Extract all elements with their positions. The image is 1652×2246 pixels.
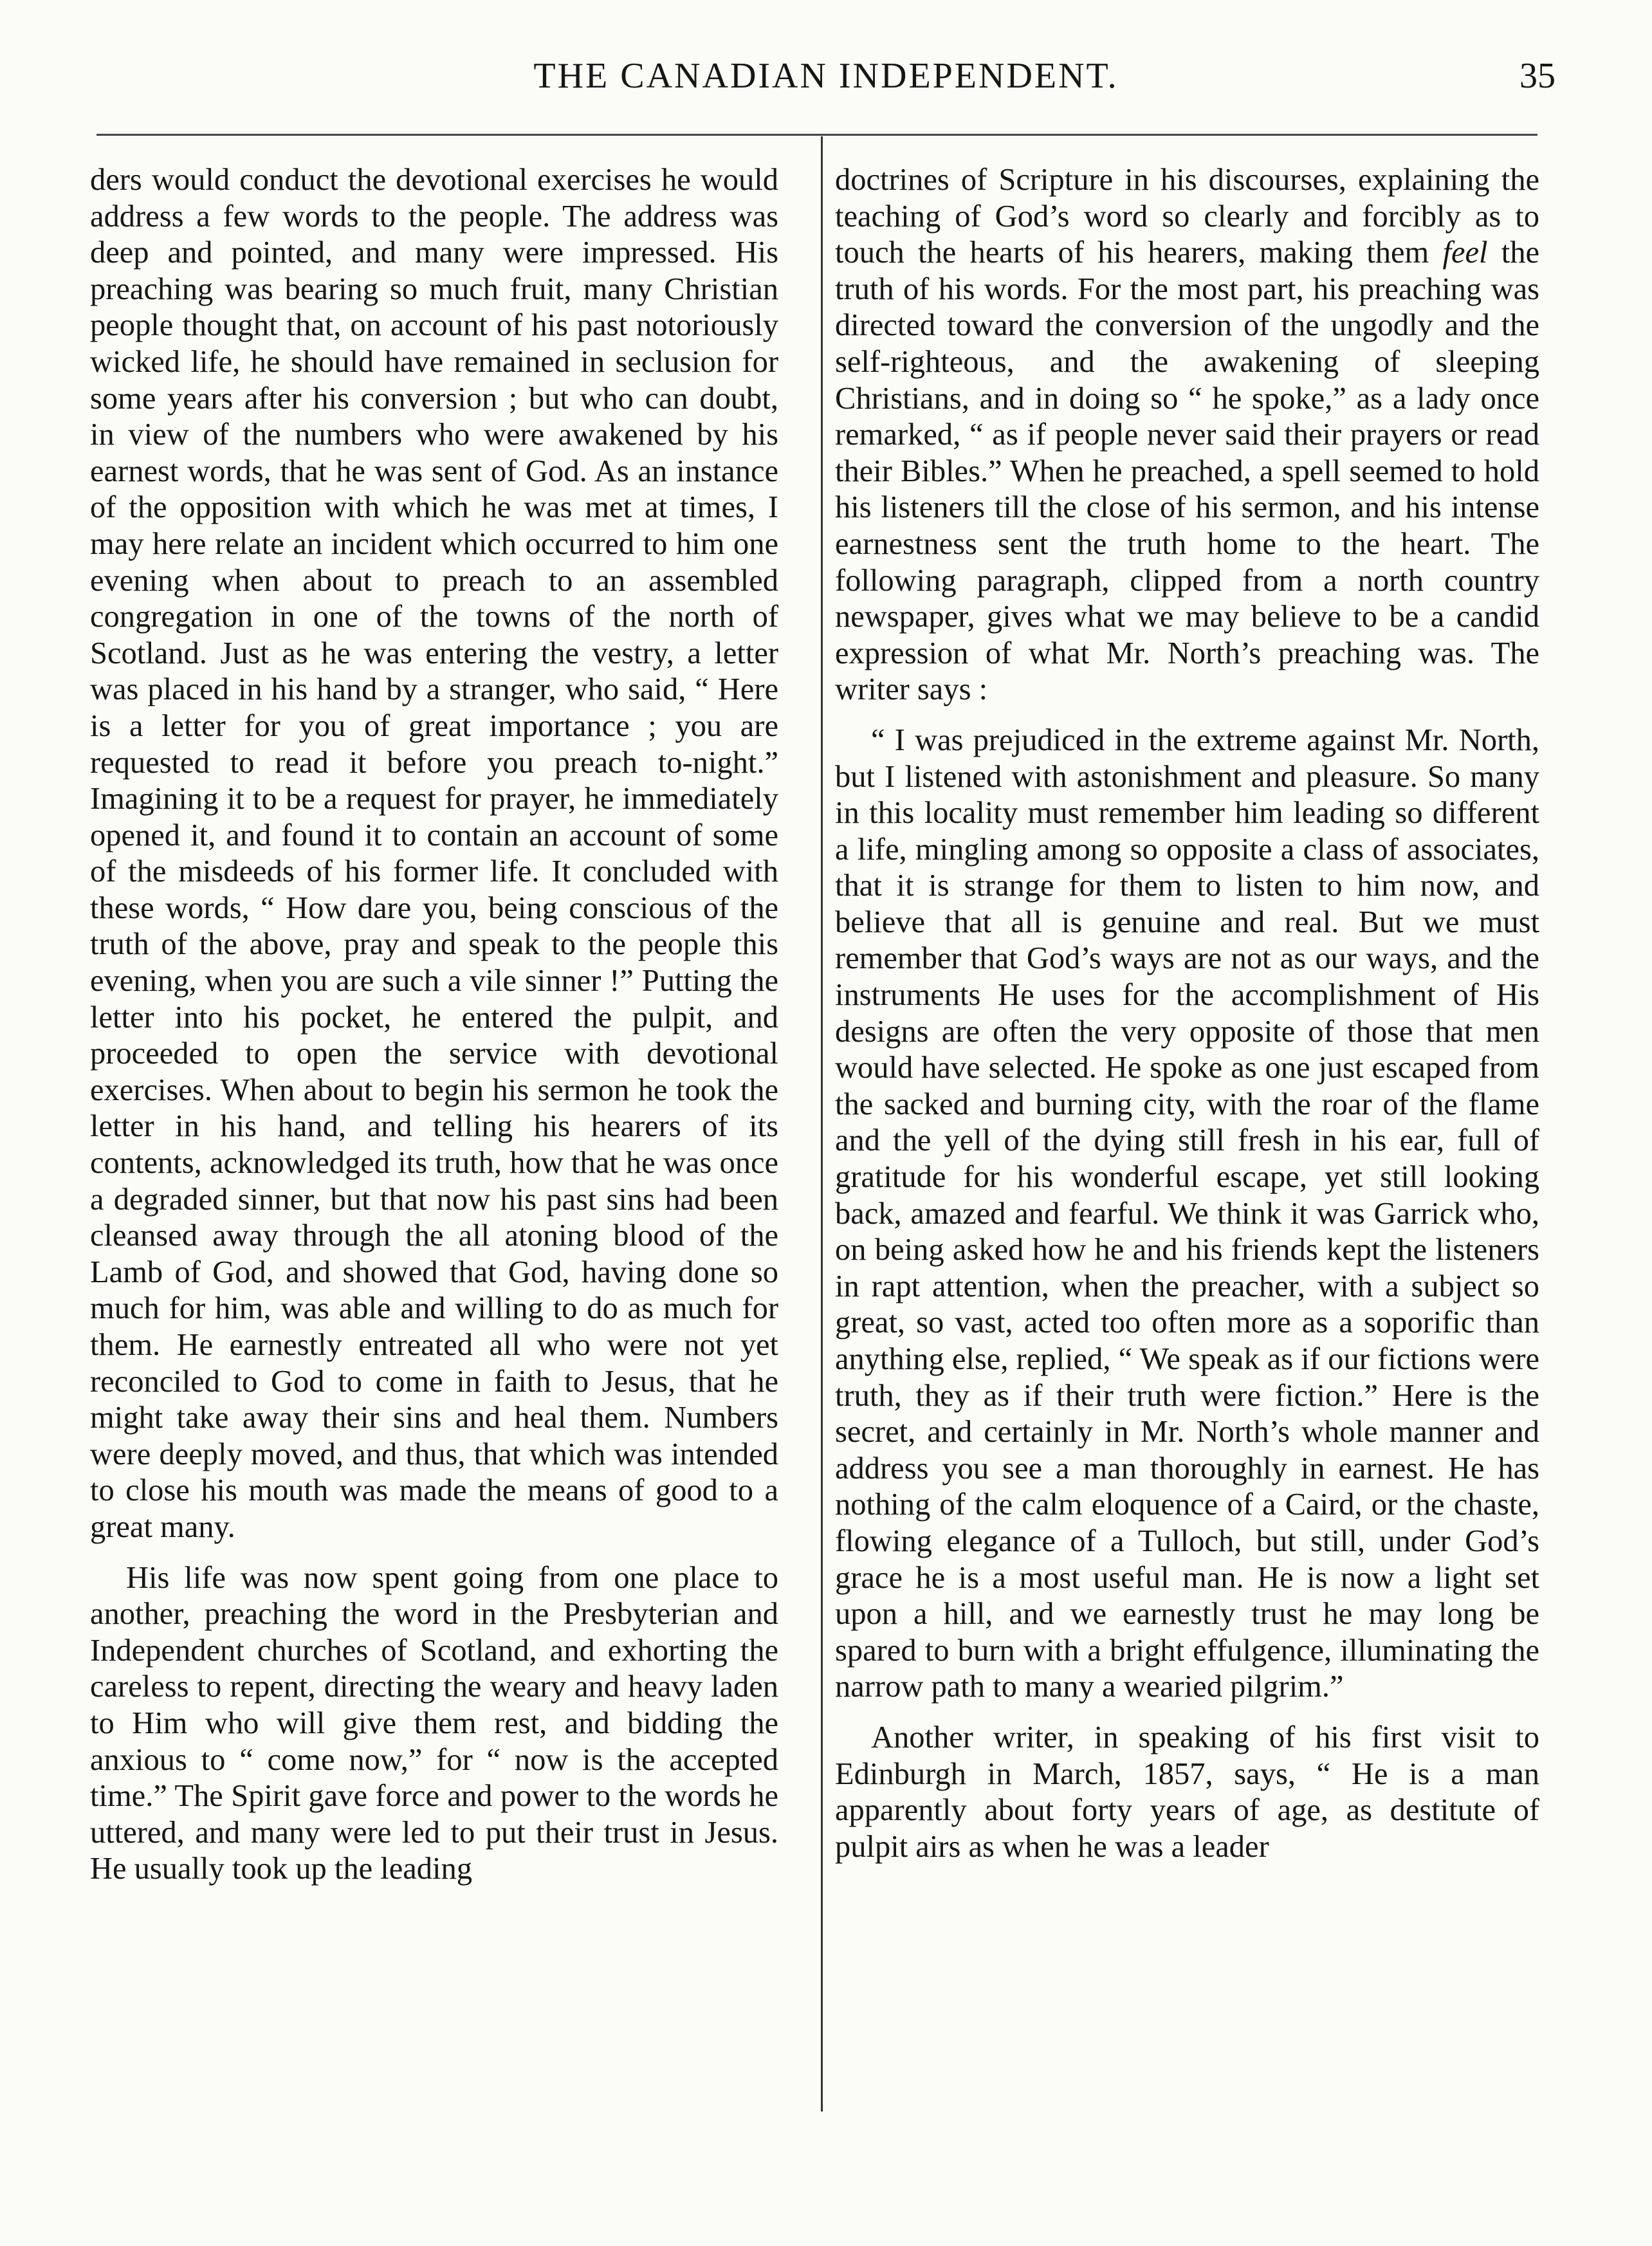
right-paragraph-1 — [835, 162, 1539, 708]
right-paragraph-1-start: doctrines of Scripture in his discourses, explaining the teaching of God’s word so clearly and forcibly as to touch the hearts of his hearers, making them — [835, 163, 1539, 270]
emphasis-feel: feel — [1442, 235, 1488, 270]
page-header — [0, 50, 1652, 108]
left-paragraph-1: ders would conduct the devotional exercises he would address a few words to the people. The address was deep and pointed, and many were impressed. His preaching was bearing so much fruit, many Christian people thought that, on account of his past notoriously wicked life, he should have remained in seclusion for some years after his conversion ; but who can doubt, in view of the numbers who were awakened by his earnest words, that he was sent of God. As an instance of the opposition with which he was met at times, I may here relate an incident which occurred to him one evening when about to preach to an assembled congregation in one of the towns of the north of Scotland. Just as he was entering the vestry, a letter was placed in his hand by a stranger, who said, “ Here is a letter for you of great importance ; you are requested to read it before you preach to-night.” Imagining it to be a request for prayer, he immediately opened it, and found it to contain an account of some of the misdeeds of his former life. It concluded with these words, “ How dare you, being conscious of the truth of the above, pray and speak to the people this evening, when you are such a vile sinner !” Putting the letter into his pocket, he entered the pulpit, and proceeded to open the service with devotional exercises. When about to begin his sermon he took the letter in his hand, and telling his hearers of its contents, acknowledged its truth, how that he was once a degraded sinner, but that now his past sins had been cleansed away through the all atoning blood of the Lamb of God, and showed that God, having done so much for him, was able and willing to do as much for them. He earnestly entreated all who were not yet reconciled to God to come in faith to Jesus, that he might take away their sins and heal them. Numbers were deeply moved, and thus, that which was intended to close his mouth was made the means of good to a great many. — [90, 163, 778, 1544]
right-column — [835, 162, 1539, 1865]
right-paragraph-1-end: the truth of his words. For the most part, his preaching was directed toward the conversion of the ungodly and the self-righteous, and the awakening of sleeping Christians, and in doing so “ he spoke,” as a lady once remarked, “ as if people never said their prayers or read their Bibles.” When he preached, a spell seemed to hold his listeners till the close of his sermon, and his intense earnestness sent the truth home to the heart. The following paragraph, clipped from a north country newspaper, gives what we may believe to be a candid expression of what Mr. North’s preaching was. The writer says : — [835, 235, 1539, 707]
right-paragraph-3: Another writer, in speaking of his first visit to Edinburgh in March, 1857, says, “ He is a man apparently about forty years of age, as destitute of pulpit airs as when he was a leader — [835, 1720, 1539, 1864]
header-rule — [96, 134, 1537, 136]
running-title: THE CANADIAN INDEPENDENT. — [533, 56, 1119, 96]
column-divider — [821, 136, 823, 2112]
left-paragraph-2: His life was now spent going from one place to another, preaching the word in the Presbyterian and Independent churches of Scotland, and exhorting the careless to repent, directing the weary and heavy laden to Him who will give them rest, and bidding the anxious to “ come now,” for “ now is the accepted time.” The Spirit gave force and power to the words he uttered, and many were led to put their trust in Jesus. He usually took up the leading — [90, 1560, 778, 1886]
right-quotation-paragraph: “ I was prejudiced in the extreme against Mr. North, but I listened with astonishment and pleasure. So many in this locality must remember him leading so different a life, mingling among so opposite a class of associates, that it is strange for them to listen to him now, and believe that all is genuine and real. But we must remember that God’s ways are not as our ways, and the instruments He uses for the accomplishment of His designs are often the very opposite of those that men would have selected. He spoke as one just escaped from the sacked and burning city, with the roar of the flame and the yell of the dying still fresh in his ear, full of gratitude for his wonderful escape, yet still looking back, amazed and fearful. We think it was Garrick who, on being asked how he and his friends kept the listeners in rapt attention, when the preacher, with a subject so great, so vast, acted too often more as a soporific than anything else, replied, “ We speak as if our fictions were truth, they as if their truth were fiction.” Here is the secret, and certainly in Mr. North’s whole manner and address you see a man thoroughly in earnest. He has nothing of the calm eloquence of a Caird, or the chaste, flowing elegance of a Tulloch, but still, under God’s grace he is a most useful man. He is now a light set upon a hill, and we earnestly trust he may long be spared to burn with a bright effulgence, illuminating the narrow path to many a wearied pilgrim.” — [835, 723, 1539, 1704]
page-number: 35 — [1519, 56, 1556, 96]
left-column — [90, 162, 778, 1888]
